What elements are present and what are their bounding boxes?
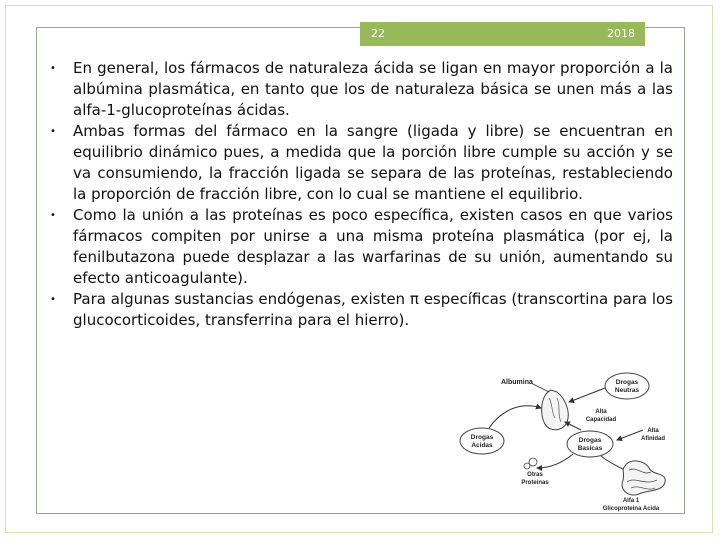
bullet-list bbox=[50, 58, 673, 331]
bullet-item bbox=[50, 205, 673, 289]
label-albumina: Albumina bbox=[501, 379, 533, 386]
bullet-dot: • bbox=[50, 210, 56, 221]
drogas-neutras-node bbox=[605, 373, 649, 399]
otras-proteinas-shape bbox=[524, 458, 537, 469]
arrow-acidas-albumin bbox=[489, 406, 541, 428]
slide-number: 22 bbox=[371, 27, 385, 40]
drogas-basicas-node bbox=[567, 431, 613, 457]
label-otras-proteinas-2: Proteinas bbox=[521, 480, 549, 486]
bullet-dot: • bbox=[50, 63, 56, 74]
label-alfa1-1: Alfa 1 bbox=[622, 498, 640, 504]
header-band bbox=[360, 22, 645, 46]
bullet-text: Como la unión a las proteínas es poco específica, existen casos en que varios fármacos compiten por unirse a una misma proteína plasmática (por ej, la fenilbutazona puede desplazar a las warfarinas de su unión, aumentando su efecto anticoagulante). bbox=[73, 206, 673, 287]
label-drogas-acidas-2: Acidas bbox=[471, 442, 493, 449]
bullet-item bbox=[50, 121, 673, 205]
label-alta-afinidad-1: Alta bbox=[647, 428, 659, 434]
label-drogas-basicas-2: Basicas bbox=[577, 445, 603, 452]
drogas-acidas-node bbox=[460, 428, 504, 454]
label-alfa1-2: Glicoproteina Acida bbox=[602, 506, 660, 512]
label-alta-afinidad-2: Afinidad bbox=[641, 436, 665, 442]
bullet-dot: • bbox=[50, 126, 56, 137]
label-alta-capacidad-1: Alta bbox=[595, 409, 607, 415]
arrow-alta-afinidad bbox=[617, 430, 643, 440]
albumin-shape bbox=[542, 390, 569, 430]
arrow-neutras-albumin bbox=[569, 388, 605, 402]
protein-binding-diagram bbox=[453, 368, 683, 514]
bullet-item bbox=[50, 289, 673, 331]
slide-year: 2018 bbox=[607, 27, 635, 40]
label-otras-proteinas-1: Otras bbox=[527, 472, 543, 478]
bullet-text: Para algunas sustancias endógenas, existen π específicas (transcortina para los glucocorticoides, transferrina para el hierro). bbox=[73, 290, 673, 329]
label-drogas-acidas-1: Drogas bbox=[470, 434, 494, 441]
bullet-text: En general, los fármacos de naturaleza ácida se ligan en mayor proporción a la albúmina plasmática, en tanto que los de naturaleza básica se unen más a las alfa-1-glucoproteínas ácidas. bbox=[73, 59, 673, 119]
bullet-text: Ambas formas del fármaco en la sangre (ligada y libre) se encuentran en equilibrio dinámico pues, a medida que la porción libre cumple su acción y se va consumiendo, la fracción ligada se separa de las proteínas, restableciendo la proporción de fracción libre, con lo cual se mantiene el equilibrio. bbox=[73, 122, 673, 203]
arrow-basicas-otras bbox=[537, 454, 573, 468]
bullet-item bbox=[50, 58, 673, 121]
alfa1-glycoprotein-shape bbox=[622, 461, 665, 495]
label-drogas-neutras-1: Drogas bbox=[615, 379, 639, 386]
label-drogas-neutras-2: Neutras bbox=[614, 387, 640, 394]
albumina-pointer bbox=[531, 383, 549, 392]
label-alta-capacidad-2: Capacidad bbox=[585, 417, 617, 423]
arrow-basicas-albumin bbox=[565, 422, 581, 430]
bullet-dot: • bbox=[50, 294, 56, 305]
label-drogas-basicas-1: Drogas bbox=[578, 437, 602, 444]
